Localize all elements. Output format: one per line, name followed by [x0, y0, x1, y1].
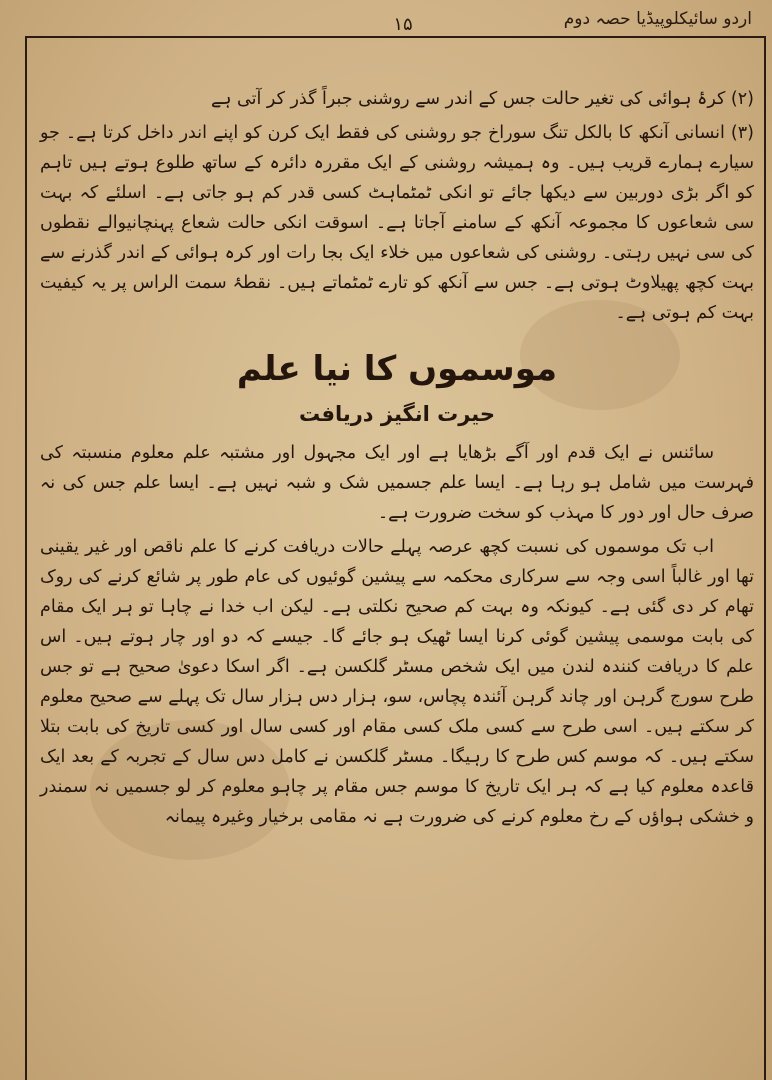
article-paragraph-2: اب تک موسموں کی نسبت کچھ عرصہ پہلے حالات دریافت کرنے کا علم ناقص اور غیر یقینی تھا اور غالباً اسی وجہ سے سرکاری محکمہ سے پیشین گوئیوں کی عام طور پر شائع کرنے کی روک تھام کر دی گئی ہے۔ کیونکہ وہ بہت کم صحیح نکلتی ہے۔ لیکن اب خدا نے چاہا تو ہر ایک مقام کی بابت موسمی پیشین گوئی کرنا ایسا ٹھیک ہو جائے گا۔ جیسے کہ دو اور چار ہوتے ہیں۔ اس علم کا دریافت کنندہ لندن میں ایک شخص مسٹر گلکسن ہے۔ اگر اسکا دعویٰ صحیح ہے تو جس طرح سورج گرہن اور چاند گرہن آئندہ پچاس، سو، ہزار دس ہزار سال تک پہلے سے صحیح معلوم کر سکتے ہیں۔ اسی طرح سے کسی ملک کسی مقام اور کسی سال اور کسی تاریخ کی بابت بتلا سکتے ہیں۔ کہ موسم کس طرح کا رہیگا۔ مسٹر گلکسن نے کامل دس سال کے تجربہ کے بعد ایک قاعدہ معلوم کیا ہے کہ ہر ایک تاریخ کا موسم جس مقام پر چاہو معلوم کر لو جسمیں نہ سمندر و خشکی ہواؤں کے رخ معلوم کرنے کی ضرورت ہے نہ مقامی برخیار وغیرہ پیمانہ — [40, 537, 754, 827]
article-title: موسموں کا نیا علم — [236, 349, 558, 389]
article-subtitle: حیرت انگیز دریافت — [298, 402, 496, 426]
intro-paragraph-1: (۲) کرۂ ہوائی کی تغیر حالت جس کے اندر سے روشنی جبراً گذر کر آتی ہے — [210, 89, 754, 109]
page-content — [40, 46, 754, 1074]
intro-paragraph-2: (۳) انسانی آنکھ کا بالکل تنگ سوراخ جو روشنی کی فقط ایک کرن کو اپنے اندر داخل کرتا ہے۔ جو سیارے ہمارے قریب ہیں۔ وہ ہمیشہ روشنی کے ایک مقررہ دائرہ کے ساتھ طلوع ہوتے ہیں تاہم کو اگر بڑی دوربین سے دیکھا جائے تو انکی ٹمٹماہٹ کسی قدر کم ہو جاتی ہے۔ اسلئے کہ بہت سی شعاعوں کا مجموعہ آنکھ کے سامنے آجاتا ہے۔ اسوقت انکی حالت شعاع پہنچانیوالے نقطوں کی سی نہیں رہتی۔ روشنی کی شعاعوں میں خلاء ایک بجا رات اور کرہ ہوائی کے اندر گذرنے سے بہت کچھ پھیلاوٹ ہوتی ہے۔ جس سے آنکھ کو تارے ٹمٹماتے ہیں۔ نقطۂ سمت الراس پر یہ کیفیت بہت کم ہوتی ہے۔ — [40, 123, 754, 323]
running-title: اردو سائیکلوپیڈیا حصہ دوم — [563, 9, 752, 29]
article-paragraph-1: سائنس نے ایک قدم اور آگے بڑھایا ہے اور ایک مجہول اور مشتبہ علم معلوم منسبتہ کی فہرست میں شامل ہو رہا ہے۔ ایسا علم جسمیں شک و شبہ نہیں ہے۔ ایسا علم جس کی نہ صرف حال اور دور کا مہذب کو سخت ضرورت ہے۔ — [40, 443, 754, 523]
page-number: ۱۵ — [393, 14, 413, 35]
